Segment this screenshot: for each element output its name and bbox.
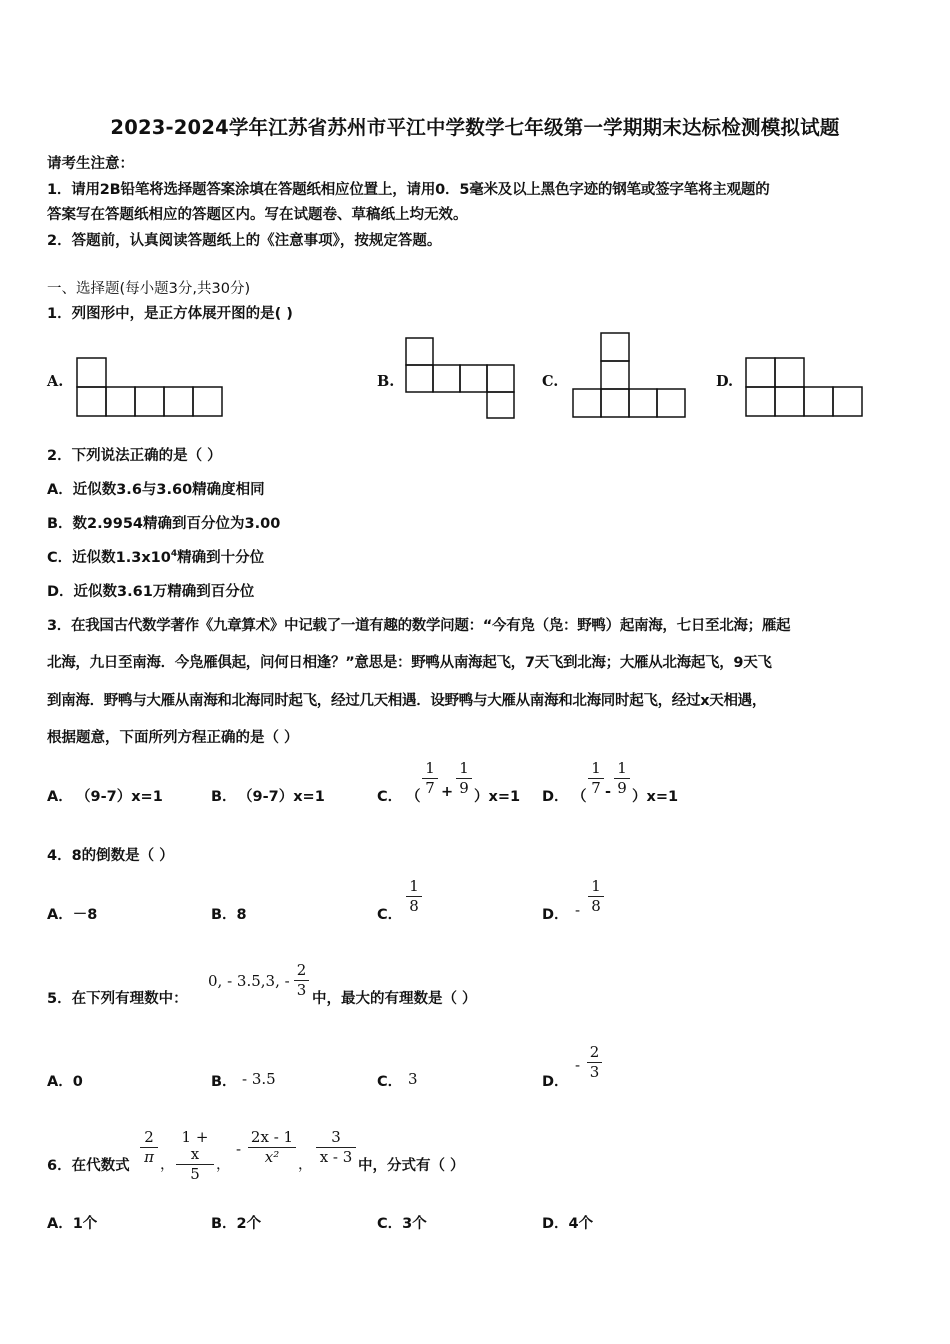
q3-line-4: 根据题意，下面所列方程正确的是（ ） <box>47 730 299 746</box>
q2-option-c-post: 精确到十分位 <box>177 550 265 566</box>
q5-option-c-label: C． <box>377 1074 403 1090</box>
q4-option-a: A．－8 <box>47 907 98 923</box>
q5-option-a: A．0 <box>47 1074 83 1090</box>
q6-frac-2: 1 + x 5 <box>176 1129 214 1183</box>
q3-c-frac-2: 1 9 <box>456 760 472 797</box>
q3-line-2: 北海，九日至南海．今凫雁俱起，问何日相逢？”意思是：野鸭从南海起飞，7天飞到北海；大雁从北海起飞，9天飞 <box>47 655 772 671</box>
q5-d-frac: 2 3 <box>587 1044 602 1081</box>
section-heading: 一、选择题(每小题3分,共30分) <box>47 281 251 297</box>
q5-list-frac: 2 3 <box>294 962 309 999</box>
notice-line-2: 2．答题前，认真阅读答题纸上的《注意事项》，按规定答题。 <box>47 233 442 249</box>
notice-line-1b: 答案写在答题纸相应的答题区内。写在试题卷、草稿纸上均无效。 <box>47 207 468 223</box>
q3-option-b-label: B． <box>211 789 237 805</box>
q6-sep-1: ， <box>160 1157 175 1173</box>
q2-option-a: A．近似数3.6与3.60精确度相同 <box>47 482 265 498</box>
q1-option-b-net <box>405 337 515 419</box>
q3-option-a-expr: （9-7）x=1 <box>76 789 163 805</box>
q3-option-c-open: （ <box>406 789 421 805</box>
q6-sep-3: ， <box>298 1157 313 1173</box>
q1-option-a-label: A. <box>47 373 64 390</box>
q4-c-frac: 1 8 <box>406 878 422 915</box>
q3-line-3: 到南海．野鸭与大雁从南海和北海同时起飞，经过几天相遇．设野鸭与大雁从南海和北海同时起飞，经过x天相遇， <box>47 693 767 709</box>
q6-stem-pre: 6．在代数式 <box>47 1158 130 1174</box>
q6-stem-post: 中，分式有（ ） <box>358 1158 465 1174</box>
q3-d-frac-2: 1 9 <box>614 760 630 797</box>
q2-stem: 2．下列说法正确的是（ ） <box>47 448 222 464</box>
q1-option-a-net <box>76 357 224 417</box>
q1-option-c-net <box>572 332 688 418</box>
q6-frac-4: 3 x - 3 <box>316 1129 356 1166</box>
q3-option-c-op: + <box>441 784 454 800</box>
q1-stem: 1．列图形中，是正方体展开图的是( ) <box>47 306 293 322</box>
q3-option-d-open: （ <box>572 789 587 805</box>
q5-list: 0, - 3.5,3, - <box>208 972 290 990</box>
page-title: 2023-2024学年江苏省苏州市平江中学数学七年级第一学期期末达标检测模拟试题 <box>110 116 840 139</box>
q3-option-d-close: ）x=1 <box>632 789 679 805</box>
q3-option-d-label: D． <box>542 789 569 805</box>
q4-stem: 4．8的倒数是（ ） <box>47 848 174 864</box>
q6-frac-3-minus: - <box>236 1140 242 1158</box>
q3-c-frac-1: 1 7 <box>422 760 438 797</box>
notice-line-1: 1．请用2B铅笔将选择题答案涂填在答题纸相应位置上，请用0．5毫米及以上黑色字迹的钢笔或签字笔将主观题的 <box>47 182 770 198</box>
q6-option-b: B．2个 <box>211 1216 262 1232</box>
q3-option-b-expr: （9-7）x=1 <box>238 789 325 805</box>
q2-option-c-pre: C．近似数1.3x10 <box>47 550 171 566</box>
q4-option-d-label: D． <box>542 907 569 923</box>
q6-option-d: D．4个 <box>542 1216 594 1232</box>
q5-stem-pre: 5．在下列有理数中： <box>47 991 188 1007</box>
q5-option-d-label: D． <box>542 1074 569 1090</box>
q3-line-1: 3．在我国古代数学著作《九章算术》中记载了一道有趣的数学问题：“今有凫（凫：野鸭）起南海，七日至北海；雁起 <box>47 618 791 634</box>
q6-sep-2: ， <box>216 1157 231 1173</box>
q6-option-a: A．1个 <box>47 1216 98 1232</box>
q1-option-d-net <box>745 357 865 417</box>
q3-d-frac-1: 1 7 <box>588 760 604 797</box>
q2-option-c-exponent: 4 <box>170 549 178 560</box>
q3-option-c-close: ）x=1 <box>474 789 521 805</box>
q5-option-b-label: B． <box>211 1074 237 1090</box>
q4-option-b: B．8 <box>211 907 247 923</box>
q6-frac-3: 2x - 1 x² <box>248 1129 296 1166</box>
q4-option-d-minus: - <box>575 901 581 919</box>
q5-option-c-value: 3 <box>408 1070 418 1088</box>
q6-option-c: C．3个 <box>377 1216 427 1232</box>
q2-option-c <box>47 546 264 567</box>
q3-option-a-label: A． <box>47 789 73 805</box>
q1-option-d-label: D. <box>716 373 734 390</box>
q5-option-b-value: - 3.5 <box>242 1070 276 1088</box>
q2-option-d: D．近似数3.61万精确到百分位 <box>47 584 255 600</box>
q3-option-d-op: - <box>605 784 612 800</box>
q5-option-d-minus: - <box>575 1056 581 1074</box>
q3-option-c-label: C． <box>377 789 403 805</box>
q2-option-b: B．数2.9954精确到百分位为3.00 <box>47 516 281 532</box>
notice-heading: 请考生注意： <box>47 156 134 172</box>
q4-d-frac: 1 8 <box>588 878 604 915</box>
q4-option-c-label: C． <box>377 907 403 923</box>
q1-option-b-label: B. <box>377 373 395 390</box>
q6-frac-1: 2 π <box>140 1129 158 1166</box>
q5-stem-post: 中，最大的有理数是（ ） <box>312 991 477 1007</box>
q1-option-c-label: C. <box>542 373 559 390</box>
